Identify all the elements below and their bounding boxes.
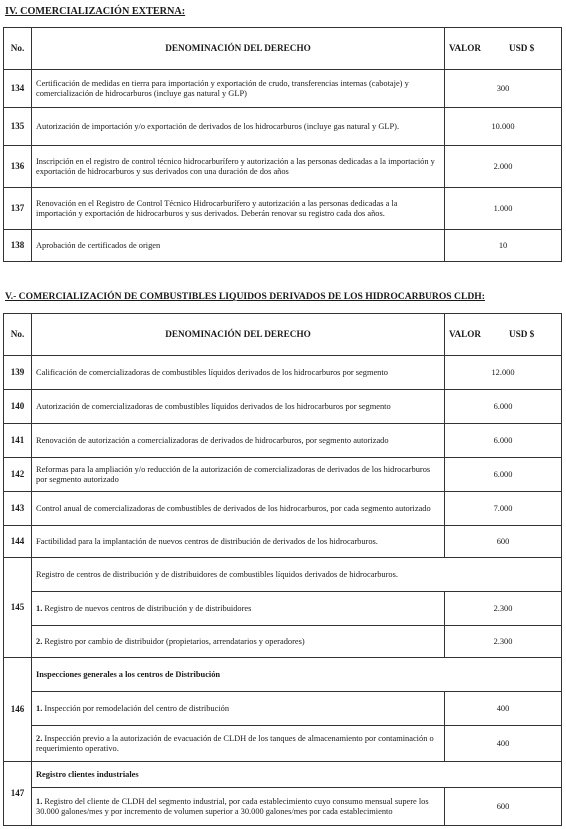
row-description: Autorización de importación y/o exportación de derivados de los hidrocarburos (incluye gas natural y GLP). [32, 108, 445, 146]
row-description: Control anual de comercializadoras de combustibles de derivados de los hidrocarburos, por cada segmento autorizado [32, 492, 445, 526]
sub-row-description [32, 592, 445, 626]
row-description: Inscripción en el registro de control técnico hidrocarburífero y autorización a las personas dedicadas a la importación y exportación de hidrocarburos y sus derivados con una duración de dos años [32, 146, 445, 188]
sub-row-description [32, 626, 445, 658]
group-header-row [4, 658, 562, 692]
row-value: 400 [445, 726, 562, 762]
row-value: 6.000 [445, 458, 562, 492]
row-value: 400 [445, 692, 562, 726]
sub-row-text: Registro de nuevos centros de distribución y de distribuidores [44, 603, 252, 613]
table-row [4, 188, 562, 230]
sub-row-index: 1. [36, 796, 43, 806]
table-row [4, 356, 562, 390]
row-description: Certificación de medidas en tierra para importación y exportación de crudo, transferencias internas (cabotaje) y comercialización de hidrocarburos (incluye gas natural y GLP) [32, 70, 445, 108]
table-row [4, 526, 562, 558]
row-value: 12.000 [445, 356, 562, 390]
sub-row-description [32, 726, 445, 762]
sub-row-index: 1. [36, 703, 43, 713]
table-row [4, 230, 562, 262]
header-denominacion: DENOMINACIÓN DEL DERECHO [32, 28, 445, 70]
sub-row [4, 692, 562, 726]
sub-row-description [32, 788, 445, 826]
header-no: No. [4, 28, 32, 70]
header-usd-label: USD $ [509, 43, 535, 54]
table-header-row [4, 314, 562, 356]
table-row [4, 492, 562, 526]
group-header-text: Registro clientes industriales [32, 762, 562, 788]
header-no: No. [4, 314, 32, 356]
sub-row-index: 1. [36, 603, 43, 613]
row-number: 138 [4, 230, 32, 262]
sub-row [4, 726, 562, 762]
row-value: 2.000 [445, 146, 562, 188]
sub-row [4, 592, 562, 626]
row-value: 2.300 [445, 626, 562, 658]
row-number: 146 [4, 658, 32, 762]
row-value: 600 [445, 526, 562, 558]
row-number: 139 [4, 356, 32, 390]
row-value: 6.000 [445, 390, 562, 424]
row-number: 143 [4, 492, 32, 526]
table-row [4, 108, 562, 146]
row-description: Calificación de comercializadoras de combustibles líquidos derivados de los hidrocarburos por segmento [32, 356, 445, 390]
row-description: Renovación en el Registro de Control Técnico Hidrocarburífero y autorización a las personas dedicadas a la importación y exportación de hidrocarburos y sus derivados. Deberán renovar su registro cada dos años. [32, 188, 445, 230]
header-valor [445, 28, 562, 70]
row-description: Factibilidad para la implantación de nuevos centros de distribución de derivados de los hidrocarburos. [32, 526, 445, 558]
header-valor [445, 314, 562, 356]
section-iv-title: IV. COMERCIALIZACIÓN EXTERNA: [5, 6, 186, 17]
row-number: 145 [4, 558, 32, 658]
row-description: Aprobación de certificados de origen [32, 230, 445, 262]
sub-row [4, 788, 562, 826]
row-number: 141 [4, 424, 32, 458]
group-header-text: Inspecciones generales a los centros de Distribución [32, 658, 562, 692]
row-description: Autorización de comercializadoras de combustibles líquidos derivados de los hidrocarburos por segmento [32, 390, 445, 424]
group-header-text: Registro de centros de distribución y de distribuidores de combustibles líquidos derivados de hidrocarburos. [32, 558, 562, 592]
row-value: 1.000 [445, 188, 562, 230]
group-header-row [4, 762, 562, 788]
table-row [4, 424, 562, 458]
header-valor-label: VALOR [449, 329, 481, 340]
row-value: 10 [445, 230, 562, 262]
row-number: 136 [4, 146, 32, 188]
table-comercializacion-cldh [3, 313, 562, 826]
table-row [4, 390, 562, 424]
row-value: 7.000 [445, 492, 562, 526]
row-description: Renovación de autorización a comercializadoras de derivados de hidrocarburos, por segmento autorizado [32, 424, 445, 458]
sub-row-description [32, 692, 445, 726]
row-value: 600 [445, 788, 562, 826]
row-number: 142 [4, 458, 32, 492]
header-valor-label: VALOR [449, 43, 481, 54]
header-denominacion: DENOMINACIÓN DEL DERECHO [32, 314, 445, 356]
row-description: Reformas para la ampliación y/o reducción de la autorización de comercializadoras de derivados de los hidrocarburos por segmento autorizado [32, 458, 445, 492]
sub-row-text: Inspección por remodelación del centro de distribución [44, 703, 230, 713]
sub-row-text: Registro por cambio de distribuidor (propietarios, arrendatarios y operadores) [44, 636, 305, 646]
row-number: 137 [4, 188, 32, 230]
row-value: 2.300 [445, 592, 562, 626]
row-value: 300 [445, 70, 562, 108]
table-row [4, 146, 562, 188]
section-v-title: V.- COMERCIALIZACIÓN DE COMBUSTIBLES LIQUIDOS DERIVADOS DE LOS HIDROCARBUROS CLDH: [5, 291, 485, 302]
row-number: 134 [4, 70, 32, 108]
row-number: 140 [4, 390, 32, 424]
table-row [4, 458, 562, 492]
sub-row [4, 626, 562, 658]
row-value: 6.000 [445, 424, 562, 458]
row-number: 135 [4, 108, 32, 146]
sub-row-text: Registro del cliente de CLDH del segmento industrial, por cada establecimiento cuyo consumo mensual supere los 30.000 galones/mes y por incremento de volumen superior a 30.000 galones/mes por cada establecimiento [36, 796, 429, 816]
sub-row-index: 2. [36, 636, 43, 646]
sub-row-text: Inspección previo a la autorización de evacuación de CLDH de los tanques de almacenamiento por contaminación o requerimiento operativo. [36, 733, 434, 753]
row-number: 144 [4, 526, 32, 558]
table-comercializacion-externa [3, 27, 562, 262]
row-number: 147 [4, 762, 32, 826]
table-row [4, 70, 562, 108]
group-header-row [4, 558, 562, 592]
sub-row-index: 2. [36, 733, 43, 743]
row-value: 10.000 [445, 108, 562, 146]
header-usd-label: USD $ [509, 329, 535, 340]
table-header-row [4, 28, 562, 70]
